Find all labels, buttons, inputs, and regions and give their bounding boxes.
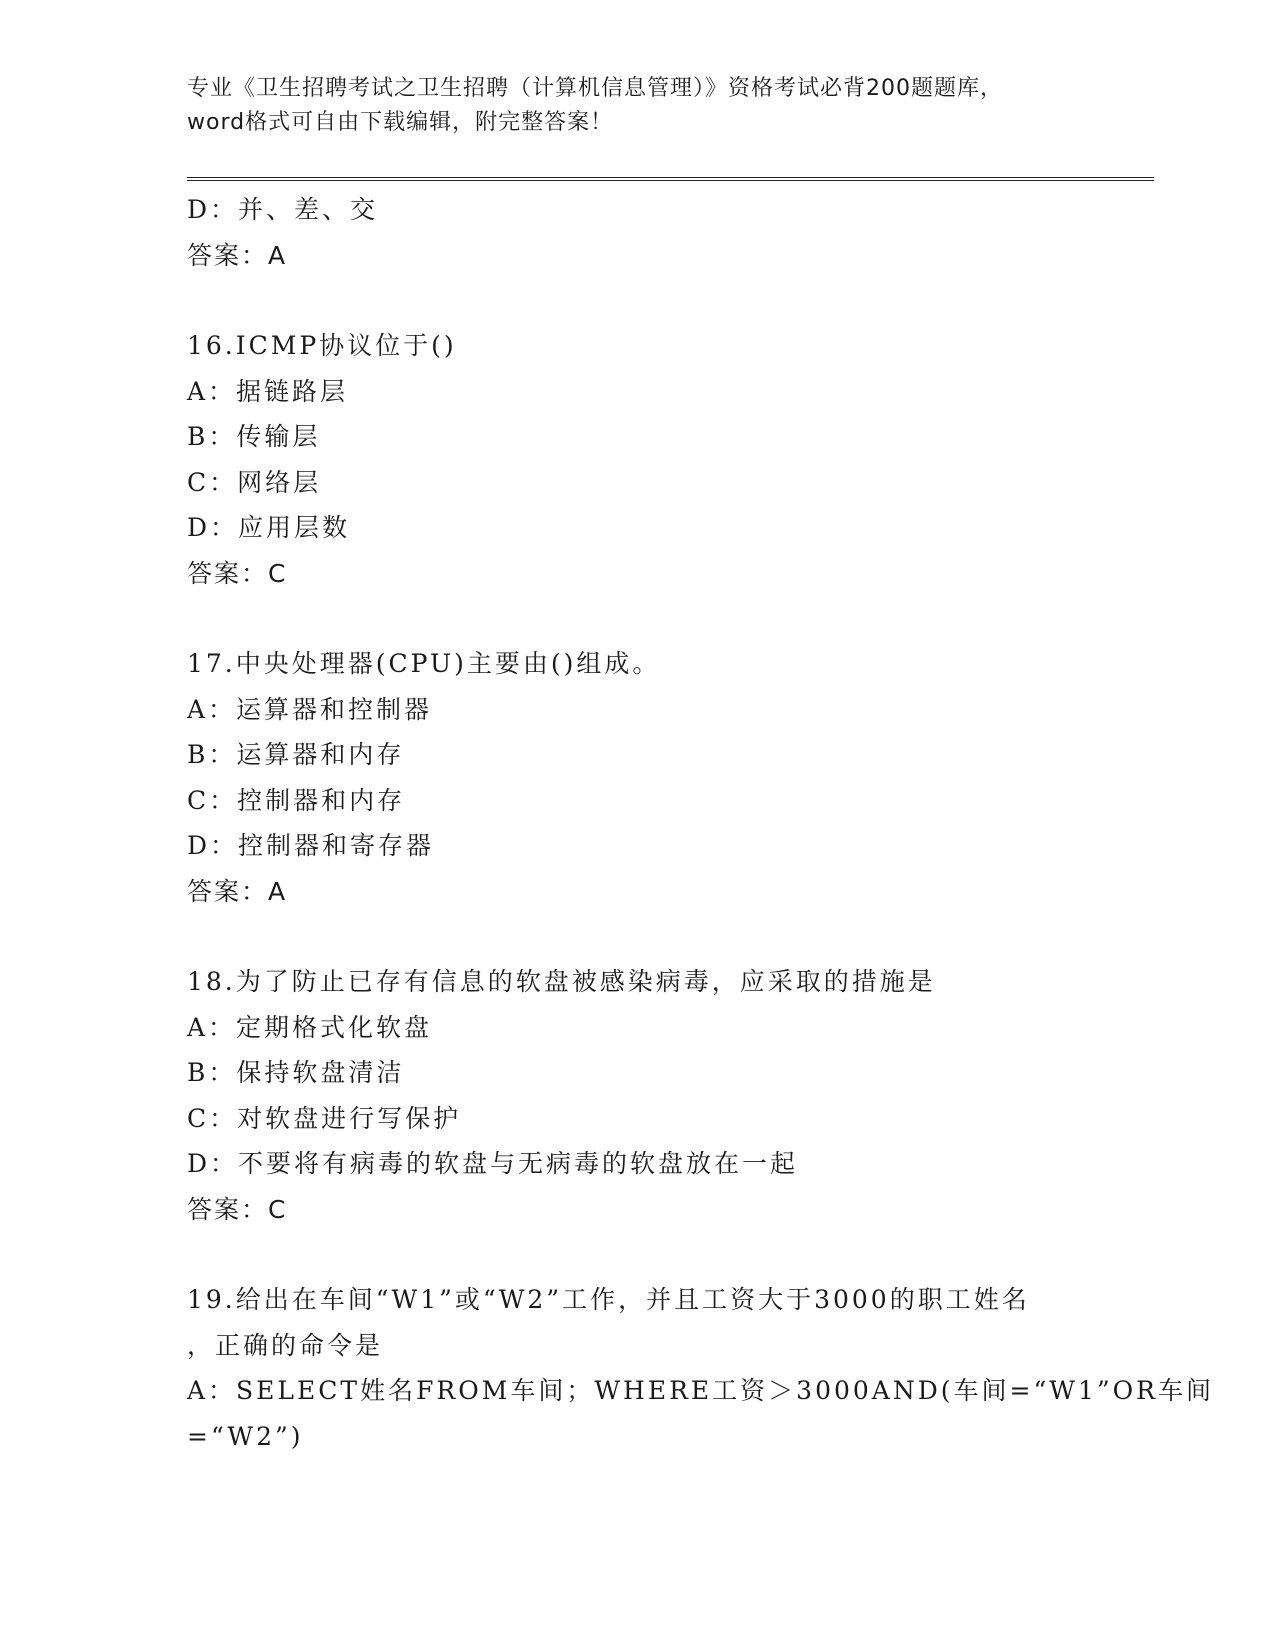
option-d: D：并、差、交	[187, 195, 379, 224]
option-d: D：应用层数	[187, 513, 351, 542]
question-block-17	[187, 641, 1087, 914]
option-d: D：不要将有病毒的软盘与无病毒的软盘放在一起	[187, 1149, 799, 1178]
question-block-15	[187, 187, 1087, 278]
option-c: C：网络层	[187, 467, 322, 497]
header-line-2: word格式可自由下载编辑，附完整答案！	[187, 110, 614, 135]
header-line-1: 专业《卫生招聘考试之卫生招聘（计算机信息管理）》资格考试必背200题题库，	[187, 76, 1003, 101]
answer-line: 答案：C	[187, 558, 288, 588]
option-c: C：控制器和内存	[187, 785, 406, 815]
answer-line: 答案：C	[187, 1194, 288, 1224]
question-text-line-1: 19.给出在车间“W1”或“W2”工作，并且工资大于3000的职工姓名	[187, 1285, 1030, 1314]
header-divider	[187, 177, 1154, 181]
question-text: 16.ICMP协议位于()	[187, 331, 457, 360]
option-b: B：传输层	[187, 422, 321, 451]
question-list	[187, 187, 1214, 1459]
option-c: C：对软盘进行写保护	[187, 1103, 462, 1133]
option-a: A：定期格式化软盘	[187, 1012, 433, 1042]
document-header	[187, 72, 1087, 140]
answer-line: 答案：A	[187, 240, 288, 270]
option-a: A：据链路层	[187, 376, 349, 406]
option-a: A：运算器和控制器	[187, 694, 433, 724]
option-b: B：保持软盘清洁	[187, 1058, 405, 1087]
option-a-line-1: A：SELECT姓名FROM车间；WHERE工资＞3000AND(车间=“W1”OR车间	[187, 1376, 1214, 1405]
option-a-line-2: =“W2”)	[187, 1421, 304, 1451]
question-text: 17.中央处理器(CPU)主要由()组成。	[187, 649, 661, 678]
answer-line: 答案：A	[187, 876, 288, 906]
question-block-16	[187, 323, 1087, 596]
question-text-line-2: ，正确的命令是	[187, 1330, 384, 1360]
option-d: D：控制器和寄存器	[187, 831, 435, 860]
question-block-19	[187, 1277, 1214, 1459]
question-block-18	[187, 959, 1087, 1232]
option-b: B：运算器和内存	[187, 740, 405, 769]
question-text: 18.为了防止已存有信息的软盘被感染病毒，应采取的措施是	[187, 967, 936, 996]
